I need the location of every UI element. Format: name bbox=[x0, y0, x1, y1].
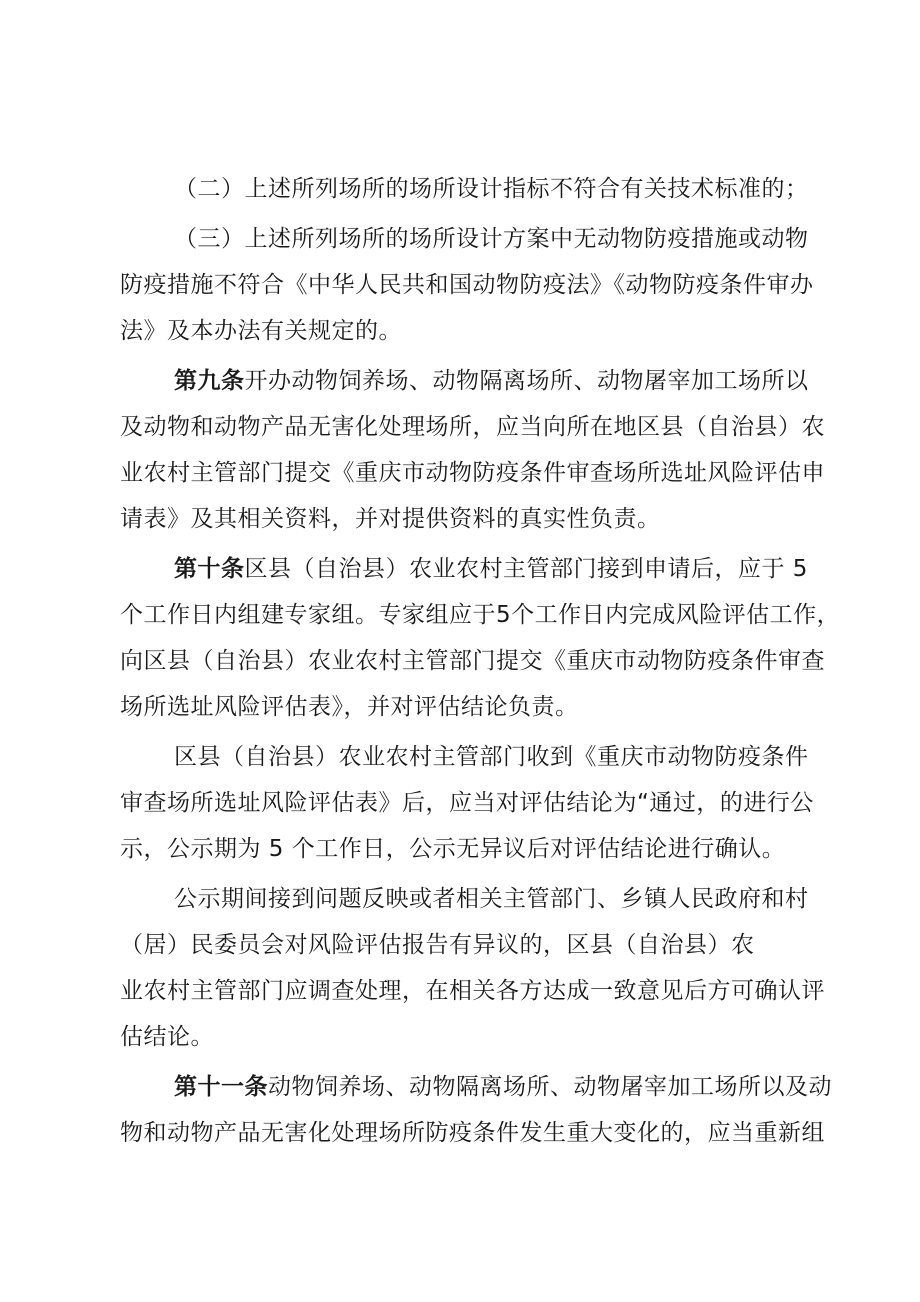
paragraph-item-2: （二）上述所列场所的场所设计指标不符合有关技术标准的； bbox=[174, 176, 809, 202]
paragraph-line: 法》及本办法有关规定的。 bbox=[120, 318, 402, 344]
paragraph-line: 业农村主管部门提交《重庆市动物防疫条件审查场所选址风险评估申 bbox=[120, 460, 825, 486]
paragraph-item-3: （三）上述所列场所的场所设计方案中无动物防疫措施或动物 bbox=[174, 226, 809, 252]
paragraph-line: 场所选址风险评估表》，并对评估结论负责。 bbox=[120, 694, 579, 720]
article-11-heading: 第十一条 bbox=[174, 1074, 268, 1100]
paragraph-line: 请表》及其相关资料，并对提供资料的真实性负责。 bbox=[120, 506, 661, 532]
paragraph-line: 业农村主管部门应调查处理，在相关各方达成一致意见后方可确认评 bbox=[120, 978, 825, 1004]
paragraph-line: 物和动物产品无害化处理场所防疫条件发生重大变化的，应当重新组 bbox=[120, 1120, 825, 1146]
article-9: 第九条开办动物饲养场、动物隔离场所、动物屠宰加工场所以 bbox=[174, 368, 809, 394]
paragraph-line: 审查场所选址风险评估表》后，应当对评估结论为“通过，的进行公 bbox=[120, 790, 814, 816]
paragraph-publicity: 区县（自治县）农业农村主管部门收到《重庆市动物防疫条件 bbox=[174, 744, 809, 770]
paragraph-line: 向区县（自治县）农业农村主管部门提交《重庆市动物防疫条件审查 bbox=[120, 648, 825, 674]
article-10: 第十条区县（自治县）农业农村主管部门接到申请后，应于 5 bbox=[174, 556, 808, 582]
article-11: 第十一条动物饲养场、动物隔离场所、动物屠宰加工场所以及动 bbox=[174, 1074, 832, 1100]
paragraph-line: 及动物和动物产品无害化处理场所，应当向所在地区县（自治县）农 bbox=[120, 414, 825, 440]
paragraph-line: 估结论。 bbox=[120, 1024, 214, 1050]
paragraph-line: 防疫措施不符合《中华人民共和国动物防疫法》《动物防疫条件审办 bbox=[120, 272, 814, 298]
paragraph-objection: 公示期间接到问题反映或者相关主管部门、乡镇人民政府和村 bbox=[174, 886, 809, 912]
article-9-heading: 第九条 bbox=[174, 368, 245, 394]
paragraph-line: 个工作日内组建专家组。专家组应于5个工作日内完成风险评估工作， bbox=[120, 602, 841, 628]
paragraph-line: （居）民委员会对风险评估报告有异议的，区县（自治县）农 bbox=[120, 932, 755, 958]
article-10-heading: 第十条 bbox=[174, 556, 245, 582]
document-body bbox=[120, 166, 841, 1156]
paragraph-line: 示，公示期为 5 个工作日，公示无异议后对评估结论进行确认。 bbox=[120, 836, 786, 862]
